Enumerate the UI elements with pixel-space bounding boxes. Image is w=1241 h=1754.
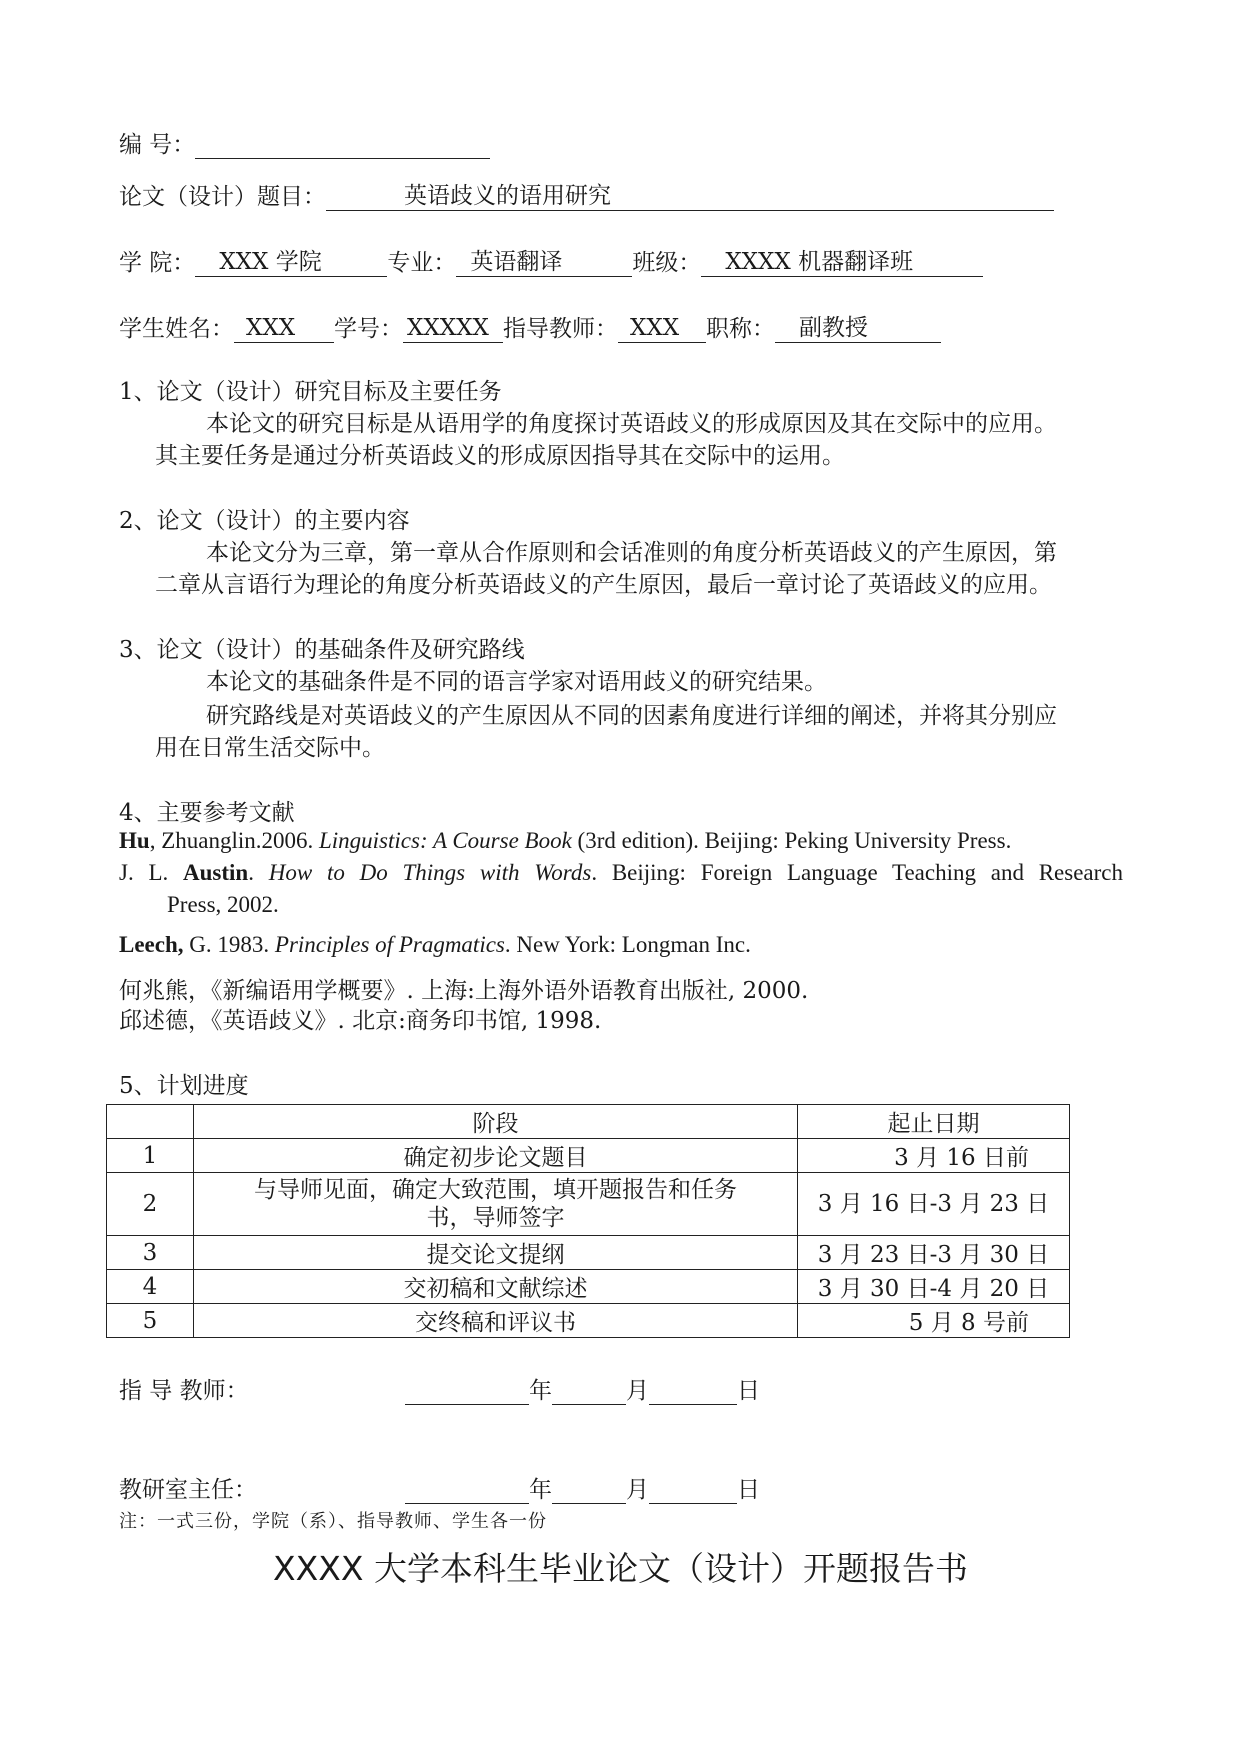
reference-4: 何兆熊，《新编语用学概要》. 上海:上海外语外语教育出版社, 2000.: [119, 978, 809, 1004]
reference-1: [119, 828, 1011, 854]
student-id-field[interactable]: [403, 314, 503, 343]
row-date: 3 月 16 日-3 月 23 日: [798, 1173, 1070, 1236]
advisor-sign-label: 指 导 教师：: [119, 1378, 249, 1404]
number-label: 编 号：: [119, 132, 196, 158]
topic-field[interactable]: [326, 182, 1054, 211]
section-3-line-3: 用在日常生活交际中。: [155, 735, 385, 761]
plan-table-header: [107, 1105, 1070, 1139]
director-sign-date: [405, 1471, 760, 1504]
ref-1-year: , Zhuanglin.2006.: [149, 828, 319, 853]
student-name-value: XXX: [246, 315, 296, 341]
plan-table: [106, 1104, 1070, 1338]
college-label: 学 院：: [119, 250, 196, 276]
section-3-line-1: 本论文的基础条件是不同的语言学家对语用歧义的研究结果。: [206, 669, 827, 695]
year-label: 年: [529, 1378, 552, 1404]
row-stage: 交初稿和文献综述: [194, 1270, 798, 1304]
class-value: XXXX 机器翻译班: [725, 249, 914, 275]
row-stage: 与导师见面，确定大致范围，填开题报告和任务书，导师签字: [194, 1173, 798, 1236]
row-stage: 确定初步论文题目: [194, 1139, 798, 1173]
advisor-day-field[interactable]: [649, 1376, 737, 1405]
table-row: [107, 1270, 1070, 1304]
topic-row: [119, 178, 1054, 211]
year-label: 年: [529, 1477, 552, 1503]
major-value: 英语翻译: [470, 249, 563, 275]
director-month-field[interactable]: [552, 1475, 626, 1504]
ref-1-author: Hu: [119, 828, 150, 853]
ref-2-initials: J. L.: [119, 860, 184, 885]
section-1-title: 1、论文（设计）研究目标及主要任务: [119, 379, 502, 405]
month-label: 月: [626, 1378, 649, 1404]
section-5-title: 5、计划进度: [119, 1073, 249, 1099]
student-id-label: 学号：: [334, 316, 403, 342]
number-field[interactable]: [195, 130, 490, 159]
advisor-label: 指导教师：: [503, 316, 618, 342]
section-2-line-2: 二章从言语行为理论的角度分析英语歧义的产生原因，最后一章讨论了英语歧义的应用。: [155, 572, 1052, 598]
reference-2: [119, 860, 1123, 886]
advisor-sign-date: [405, 1372, 760, 1405]
class-field[interactable]: [701, 248, 983, 277]
student-id-value: XXXXX: [407, 315, 489, 341]
table-row: [107, 1173, 1070, 1236]
reference-2-continued: Press, 2002.: [167, 892, 279, 917]
row-number: 4: [107, 1270, 194, 1304]
header-date: 起止日期: [798, 1105, 1070, 1139]
number-row: [119, 126, 490, 159]
ref-2-title: How to Do Things with Words: [268, 860, 592, 885]
rank-value: 副教授: [799, 315, 868, 341]
advisor-field[interactable]: [618, 314, 706, 343]
ref-1-title: Linguistics: A Course Book: [318, 828, 572, 853]
ref-3-author: Leech,: [119, 932, 184, 957]
day-label: 日: [737, 1378, 760, 1404]
student-name-label: 学生姓名：: [119, 316, 234, 342]
header-stage: 阶段: [194, 1105, 798, 1139]
director-day-field[interactable]: [649, 1475, 737, 1504]
row-date: 5 月 8 号前: [798, 1304, 1070, 1338]
day-label: 日: [737, 1477, 760, 1503]
college-field[interactable]: [195, 248, 387, 277]
month-label: 月: [626, 1477, 649, 1503]
table-row: [107, 1236, 1070, 1270]
ref-1-publisher: (3rd edition). Beijing: Peking University Press.: [571, 828, 1012, 853]
header-no-cell: [107, 1105, 194, 1139]
director-year-field[interactable]: [405, 1475, 529, 1504]
row-number: 1: [107, 1139, 194, 1173]
reference-3: [119, 932, 751, 958]
ref-2-sep: .: [248, 860, 269, 885]
row-stage: 交终稿和评议书: [194, 1304, 798, 1338]
section-1-line-1: 本论文的研究目标是从语用学的角度探讨英语歧义的形成原因及其在交际中的应用。: [206, 411, 1057, 437]
row-number: 2: [107, 1173, 194, 1236]
row-number: 5: [107, 1304, 194, 1338]
ref-3-publisher: . New York: Longman Inc.: [504, 932, 751, 957]
row-date: 3 月 16 日前: [798, 1139, 1070, 1173]
row-number: 3: [107, 1236, 194, 1270]
director-sign-label: 教研室主任：: [119, 1477, 257, 1503]
section-2-title: 2、论文（设计）的主要内容: [119, 508, 410, 534]
college-row: [119, 244, 983, 277]
row-date: 3 月 30 日-4 月 20 日: [798, 1270, 1070, 1304]
rank-label: 职称：: [706, 316, 775, 342]
row-stage: 提交论文提纲: [194, 1236, 798, 1270]
topic-value: 英语歧义的语用研究: [404, 183, 611, 209]
rank-field[interactable]: [775, 314, 941, 343]
advisor-month-field[interactable]: [552, 1376, 626, 1405]
section-2-line-1: 本论文分为三章，第一章从合作原则和会话准则的角度分析英语歧义的产生原因，第: [206, 540, 1057, 566]
table-row: [107, 1304, 1070, 1338]
row-date: 3 月 23 日-3 月 30 日: [798, 1236, 1070, 1270]
section-3-line-2: 研究路线是对英语歧义的产生原因从不同的因素角度进行详细的阐述，并将其分别应: [206, 703, 1057, 729]
ref-3-title: Principles of Pragmatics: [274, 932, 505, 957]
student-name-field[interactable]: [234, 314, 334, 343]
ref-2-publisher: . Beijing: Foreign Language Teaching and Research: [591, 860, 1123, 885]
ref-3-year: G. 1983.: [183, 932, 275, 957]
major-field[interactable]: [456, 248, 632, 277]
section-1-line-2: 其主要任务是通过分析英语歧义的形成原因指导其在交际中的运用。: [155, 443, 845, 469]
advisor-value: XXX: [630, 315, 680, 341]
ref-2-author: Austin: [183, 860, 249, 885]
reference-5: 邱述德，《英语歧义》. 北京:商务印书馆, 1998.: [119, 1008, 602, 1034]
class-label: 班级：: [632, 250, 702, 276]
advisor-year-field[interactable]: [405, 1376, 529, 1405]
section-3-title: 3、论文（设计）的基础条件及研究路线: [119, 637, 525, 663]
college-value: XXX 学院: [219, 249, 322, 275]
student-row: [119, 310, 941, 343]
footnote: 注：一式三份，学院（系）、指导教师、学生各一份: [119, 1511, 547, 1532]
major-label: 专业：: [387, 250, 457, 276]
topic-label: 论文（设计）题目：: [119, 184, 326, 210]
table-row: [107, 1139, 1070, 1173]
document-title: XXXX 大学本科生毕业论文（设计）开题报告书: [273, 1549, 968, 1588]
section-4-title: 4、主要参考文献: [119, 800, 295, 826]
